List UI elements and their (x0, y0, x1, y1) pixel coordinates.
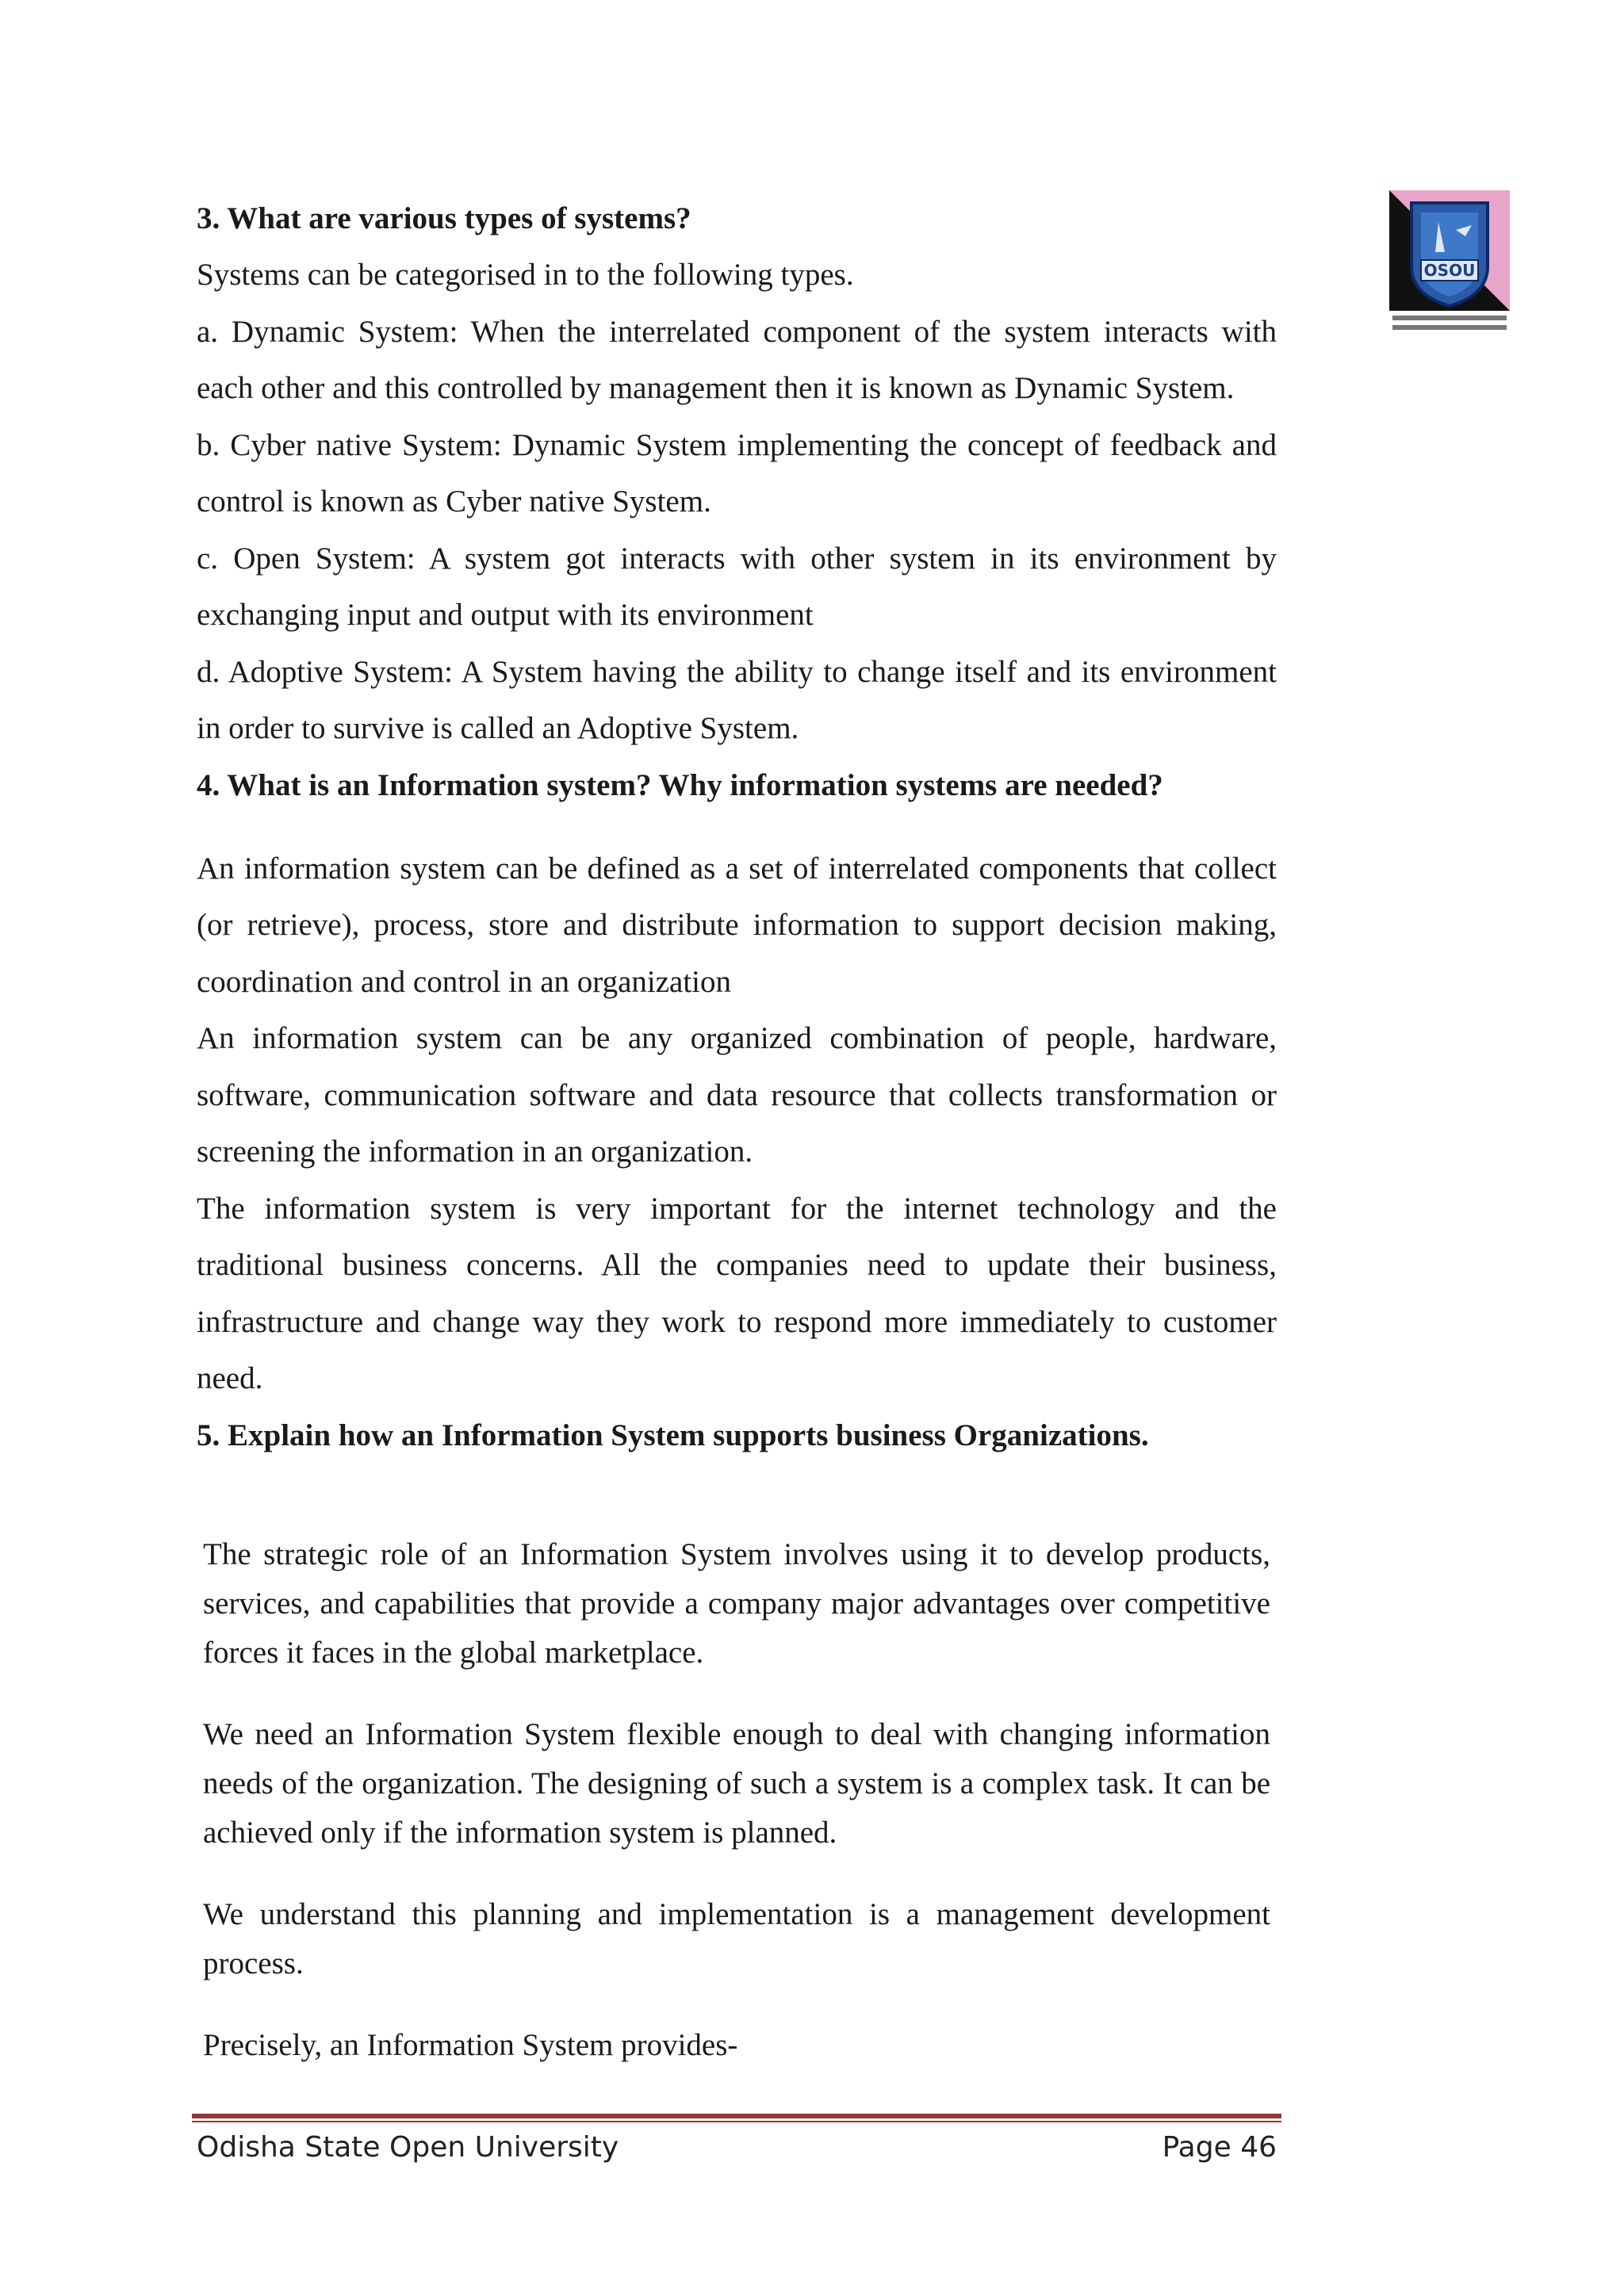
footer-university-name: Odisha State Open University (197, 2131, 619, 2164)
footer-divider-thin (192, 2121, 1281, 2122)
section5-paragraph: Precisely, an Information System provides- (203, 2028, 738, 2062)
main-content (197, 190, 1277, 1464)
section5-paragraph: We need an Information System flexible enough to deal with changing information needs of the organization. The designing of such a system is a complex task. It can be achieved only if the information system is planned. (203, 1717, 1270, 1850)
university-logo (1389, 190, 1510, 338)
footer-page-number: Page 46 (1162, 2131, 1277, 2164)
section4-heading: 4. What is an Information system? Why information systems are needed? (197, 767, 1163, 802)
system-type-dynamic: a. Dynamic System: When the interrelated component of the system interacts with each other and this controlled by management then it is known as Dynamic System. (197, 314, 1277, 405)
system-type-open: c. Open System: A system got interacts with other system in its environment by exchanging input and output with its environment (197, 541, 1277, 632)
section5-body (203, 1530, 1270, 2103)
section5-paragraph: We understand this planning and implementation is a management development process. (203, 1897, 1270, 1980)
section3-intro: Systems can be categorised in to the following types. (197, 258, 854, 292)
section5-heading: 5. Explain how an Information System supports business Organizations. (197, 1418, 1149, 1452)
system-type-adoptive: d. Adoptive System: A System having the ability to change itself and its environment in order to survive is called an Adoptive System. (197, 654, 1277, 745)
logo-wordmark: OSOU (1423, 261, 1476, 280)
section5-paragraph: The strategic role of an Information System involves using it to develop products, services, and capabilities that provide a company major advantages over competitive forces it faces in the global marketplace. (203, 1537, 1270, 1670)
section3-heading: 3. What are various types of systems? (197, 201, 691, 235)
section4-paragraph: An information system can be any organized combination of people, hardware, software, communication software and data resource that collects transformation or screening the information in an organization. (197, 1021, 1277, 1169)
section4-paragraph: An information system can be defined as a set of interrelated components that collect (or retrieve), process, store and distribute information to support decision making, coordination and control in an organization (197, 851, 1277, 999)
footer-divider (192, 2114, 1281, 2118)
system-type-cyber-native: b. Cyber native System: Dynamic System implementing the concept of feedback and control is known as Cyber native System. (197, 427, 1277, 519)
section4-paragraph: The information system is very important for the internet technology and the traditional business concerns. All the companies need to update their business, infrastructure and change way they work to respond more immediately to customer need. (197, 1191, 1277, 1395)
